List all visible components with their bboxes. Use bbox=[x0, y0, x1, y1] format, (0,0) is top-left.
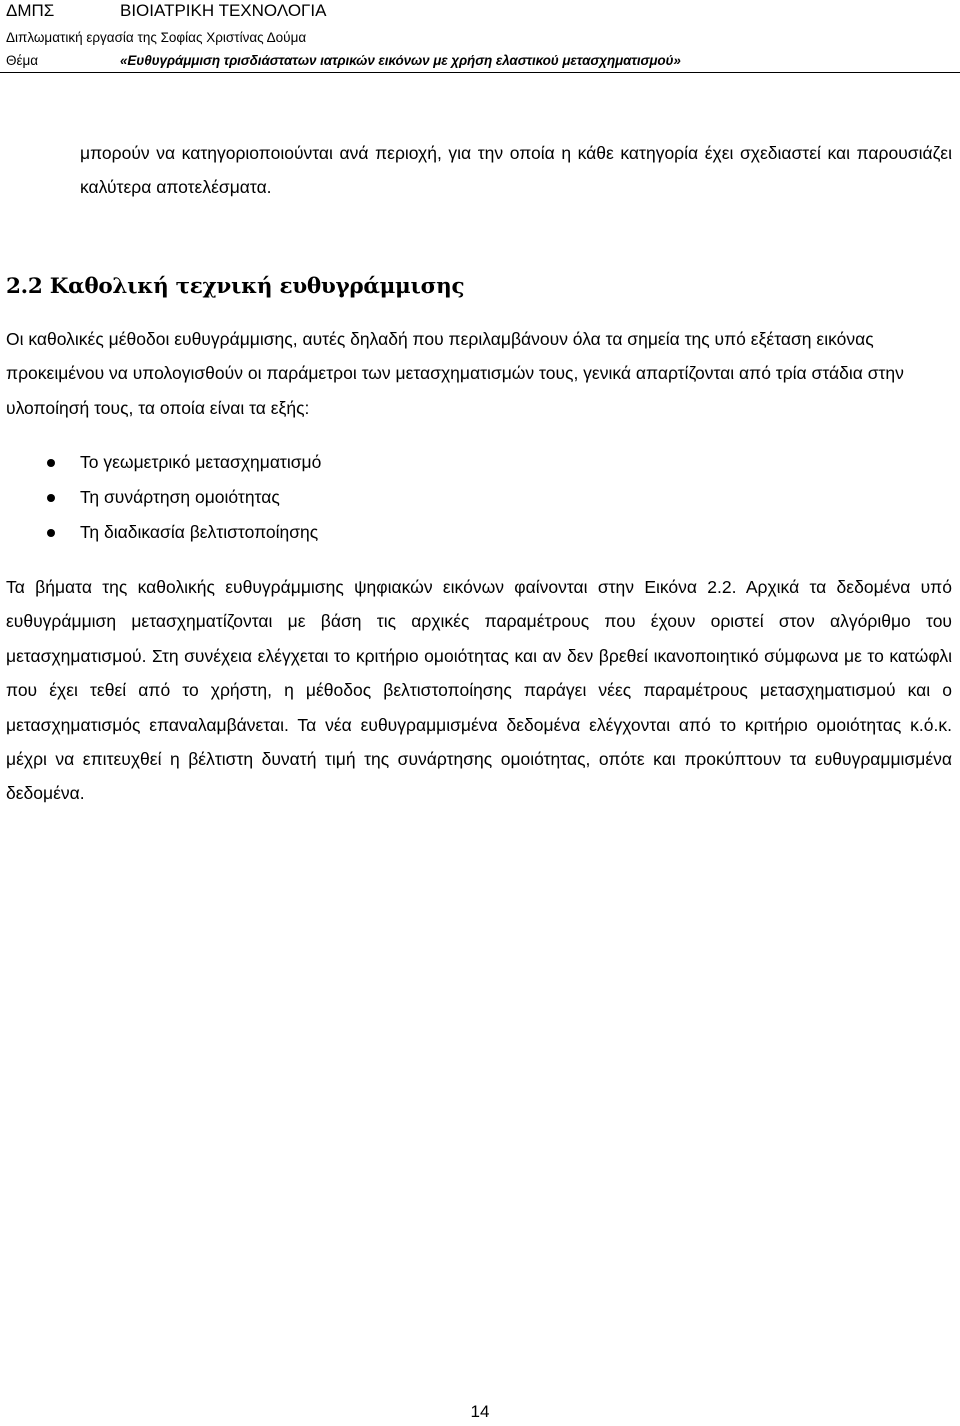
header-subject-label: Θέμα bbox=[6, 53, 39, 68]
header-divider bbox=[0, 72, 960, 73]
intro-paragraph: μπορούν να κατηγοριοποιούνται ανά περιοχή, για την οποία η κάθε κατηγορία έχει σχεδιαστεί και παρουσιάζει καλύτερα αποτελέσματα. bbox=[80, 143, 952, 198]
header-subject-title: «Ευθυγράμμιση τρισδιάστατων ιατρικών εικόνων με χρήση ελαστικού μετασχηματισμού» bbox=[120, 53, 681, 68]
bullet-icon bbox=[47, 494, 55, 502]
header-subject-row bbox=[6, 53, 681, 68]
header-program: ΒΙΟΙΑΤΡΙΚΗ ΤΕΧΝΟΛΟΓΙΑ bbox=[120, 1, 327, 20]
paragraph-registration-steps: Τα βήματα της καθολικής ευθυγράμμισης ψηφιακών εικόνων φαίνονται στην Εικόνα 2.2. Αρχικά τα δεδομένα υπό ευθυγράμμιση μετασχηματίζονται με βάση τις αρχικές παραμέτρους που έχουν οριστεί στον αλγόριθμο του μετασχηματισμού. Στη συνέχεια ελέγχεται το κριτήριο ομοιότητας και αν δεν βρεθεί ικανοποιητικό σύμφωνα με το κατώφλι που έχει τεθεί από το χρήστη, η μέθοδος βελτιστοποίησης παράγει νέες παραμέτρους μετασχηματισμού και ο μετασχηματισμός επαναλαμβάνεται. Τα νέα ευθυγραμμισμένα δεδομένα ελέγχονται από το κριτήριο ομοιότητας κ.ό.κ. μέχρι να επιτευχθεί η βέλτιστη δυνατή τιμή της συνάρτησης ομοιότητας, οπότε και προκύπτουν τα ευθυγραμμισμένα δεδομένα. bbox=[6, 577, 952, 804]
list-item-text: Τη συνάρτηση ομοιότητας bbox=[80, 487, 280, 507]
section-heading: 2.2 Καθολική τεχνική ευθυγράμμισης bbox=[6, 274, 465, 299]
bullet-icon bbox=[47, 529, 55, 537]
list-item-text: Το γεωμετρικό μετασχηματισμό bbox=[80, 452, 322, 472]
header-thesis-line: Διπλωματική εργασία της Σοφίας Χριστίνας Δούμα bbox=[6, 30, 307, 45]
page-number: 14 bbox=[470, 1402, 490, 1421]
paragraph-global-methods: Οι καθολικές μέθοδοι ευθυγράμμισης, αυτές δηλαδή που περιλαμβάνουν όλα τα σημεία της υπό εξέταση εικόνας προκειμένου να υπολογισθούν οι παράμετροι των μετασχηματισμών τους, γενικά απαρτίζονται από τρία στάδια στην υλοποίησή τους, τα οποία είναι τα εξής: bbox=[6, 329, 904, 418]
list-item-text: Τη διαδικασία βελτιστοποίησης bbox=[80, 522, 319, 542]
header-short-title: ΔΜΠΣ bbox=[6, 1, 55, 20]
header-top-row bbox=[6, 1, 326, 21]
bullet-icon bbox=[47, 459, 55, 467]
